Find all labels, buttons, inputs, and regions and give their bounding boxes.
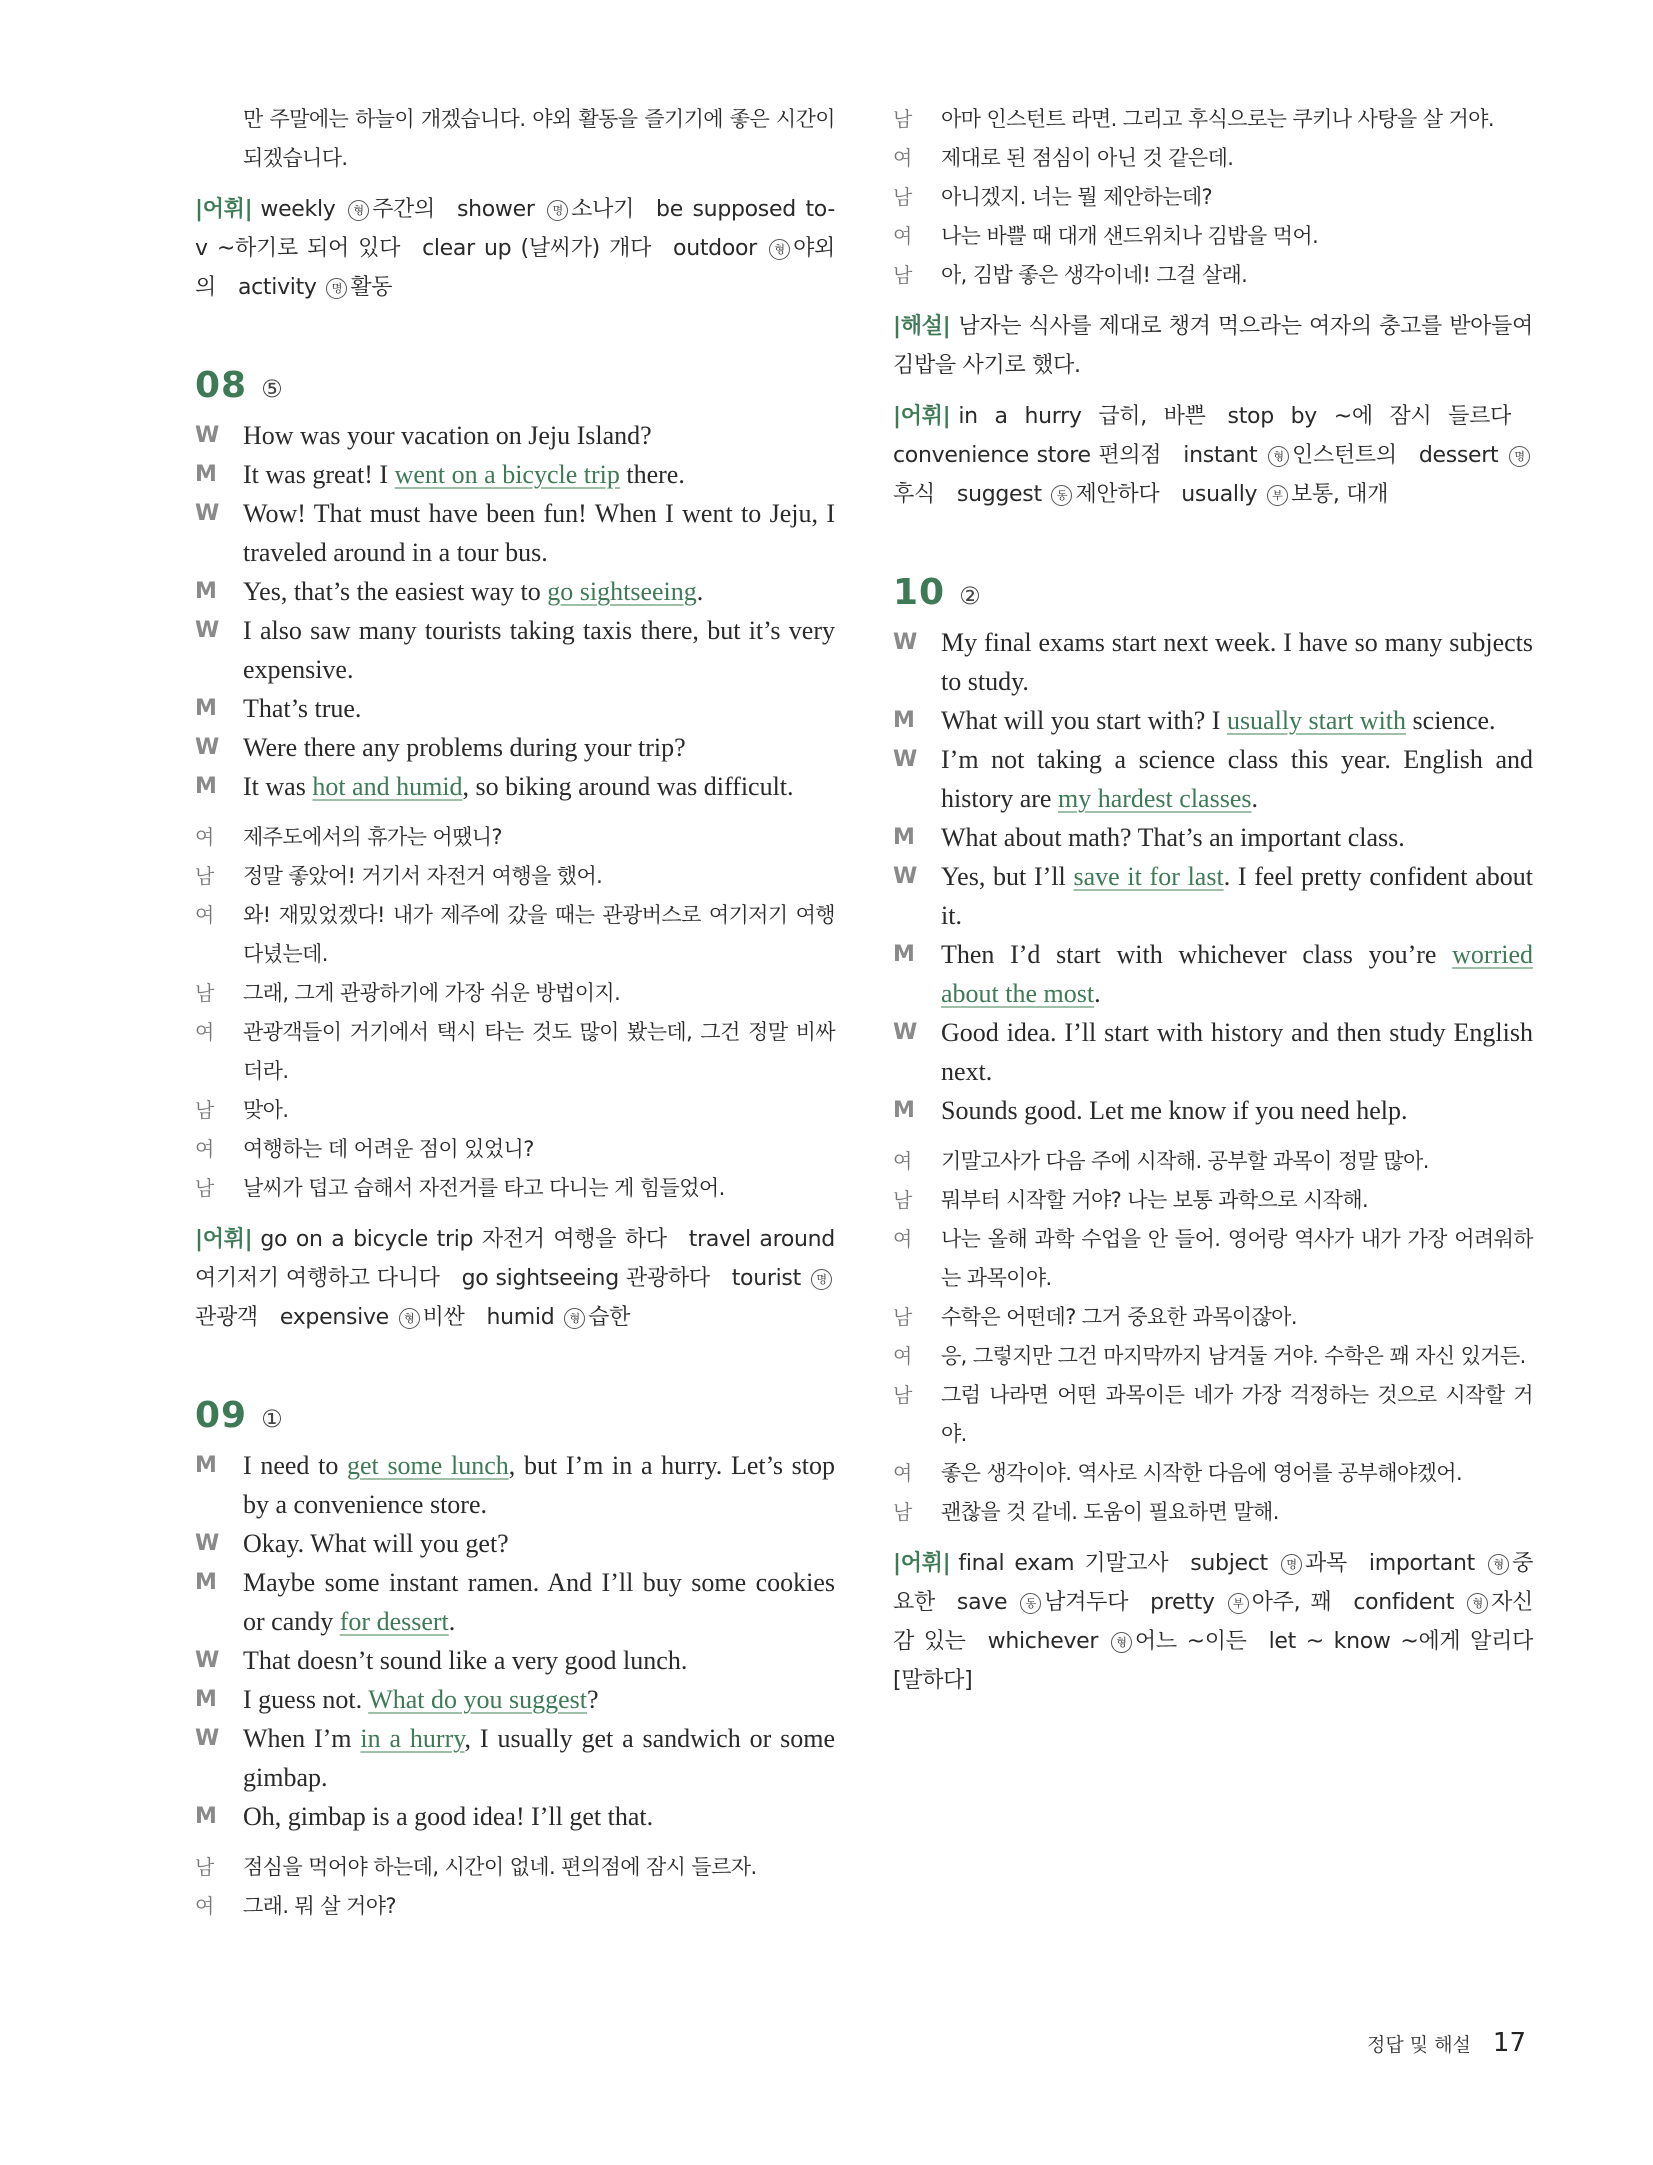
- dialogue-line: [195, 1719, 835, 1797]
- dialogue-line: [195, 1091, 835, 1130]
- speaker-label: M: [195, 774, 217, 799]
- dialogue-line: [195, 689, 835, 728]
- dialogue-line: [893, 935, 1533, 1013]
- text-segment: I guess not.: [243, 1685, 369, 1714]
- dialogue-line: [195, 974, 835, 1013]
- vocab-tag: |어휘|: [893, 1551, 951, 1576]
- part-of-speech-badge: 형: [564, 1308, 585, 1329]
- line-text: 관광객들이 거기에서 택시 타는 것도 많이 봤는데, 그건 정말 비싸더라.: [243, 1020, 835, 1083]
- part-of-speech-badge: 명: [811, 1269, 832, 1290]
- line-text: 그래. 뭐 살 거야?: [243, 1894, 396, 1918]
- dialogue-line: [195, 1013, 835, 1091]
- dialogue-09-korean-part1: [195, 1848, 835, 1926]
- line-text: [243, 728, 835, 767]
- explanation-09: [893, 307, 1533, 385]
- speaker-label: 남: [893, 263, 912, 287]
- dialogue-line: [893, 1181, 1533, 1220]
- speaker-label: 남: [893, 1188, 912, 1212]
- vocab-meaning: (날씨가) 개다: [520, 236, 652, 261]
- page-number: 17: [1492, 2028, 1526, 2058]
- dialogue-line: [195, 572, 835, 611]
- vocab-meaning: 습한: [588, 1305, 631, 1330]
- vocab-word: pretty: [1150, 1590, 1215, 1615]
- line-text: 수학은 어떤데? 그거 중요한 과목이잖아.: [941, 1305, 1297, 1329]
- dialogue-line: [195, 1887, 835, 1926]
- speaker-label: M: [893, 708, 915, 733]
- speaker-label: M: [893, 1098, 915, 1123]
- carry-over-korean: [195, 100, 835, 178]
- text-segment: , but I’m in a hurry. Let’s stop by a convenience store.: [243, 1451, 835, 1519]
- vocab-tag: |어휘|: [195, 1227, 253, 1252]
- speaker-label: M: [893, 942, 915, 967]
- line-text: 그럼 나라면 어떤 과목이든 네가 가장 걱정하는 것으로 시작할 거야.: [941, 1383, 1533, 1446]
- text-segment: Maybe some instant ramen. And I’ll buy some cookies or candy: [243, 1568, 835, 1636]
- key-phrase: in a hurry: [360, 1724, 465, 1753]
- vocab-meaning: ~에게 알리다[말하다]: [893, 1629, 1533, 1693]
- vocab-meaning: 어느 ~이든: [1134, 1629, 1247, 1654]
- dialogue-line: [893, 178, 1533, 217]
- vocab-tag: |어휘|: [195, 197, 253, 222]
- line-text: [243, 1524, 835, 1563]
- dialogue-09-korean-part2: [893, 100, 1533, 295]
- dialogue-08-korean: [195, 818, 835, 1208]
- vocab-meaning: 보통, 대개: [1290, 482, 1389, 507]
- line-text: 아, 김밥 좋은 생각이네! 그걸 살래.: [941, 263, 1248, 287]
- text-segment: , I usually get a sandwich or some gimbap.: [243, 1724, 835, 1792]
- speaker-label: W: [893, 630, 918, 655]
- dialogue-line: [195, 728, 835, 767]
- vocab-meaning: 여기저기 여행하고 다니다: [195, 1266, 440, 1291]
- vocab-meaning: 편의점: [1098, 443, 1162, 468]
- line-text: 아마 인스턴트 라면. 그리고 후식으로는 쿠키나 사탕을 살 거야.: [941, 107, 1494, 131]
- line-text: [243, 1680, 835, 1719]
- line-text: [243, 1446, 835, 1524]
- vocab-word: stop by: [1227, 404, 1317, 429]
- speaker-label: M: [195, 1453, 217, 1478]
- vocab-word: confident: [1353, 1590, 1455, 1615]
- speaker-label: 여: [893, 1149, 912, 1173]
- line-text: 나는 바쁠 때 대개 샌드위치나 김밥을 먹어.: [941, 224, 1319, 248]
- text-segment: Wow! That must have been fun! When I went to Jeju, I traveled around in a tour bus.: [243, 499, 835, 567]
- vocab-word: important: [1368, 1551, 1475, 1576]
- vocab-meaning: 관광하다: [625, 1266, 710, 1291]
- part-of-speech-badge: 명: [1281, 1554, 1302, 1575]
- question-number: 08: [195, 365, 248, 406]
- line-text: [941, 740, 1533, 818]
- dialogue-line: [893, 1454, 1533, 1493]
- part-of-speech-badge: 형: [1488, 1554, 1509, 1575]
- vocab-meaning: 야외의: [195, 236, 835, 300]
- dialogue-line: [893, 701, 1533, 740]
- line-text: 응, 그렇지만 그건 마지막까지 남겨둘 거야. 수학은 꽤 자신 있거든.: [941, 1344, 1526, 1368]
- line-text: [243, 455, 835, 494]
- vocab-word: be supposed to-v: [195, 197, 835, 261]
- speaker-label: 남: [893, 1305, 912, 1329]
- part-of-speech-badge: 형: [1467, 1593, 1488, 1614]
- key-phrase: worried about the most: [941, 940, 1533, 1008]
- speaker-label: W: [195, 1726, 220, 1751]
- dialogue-line: [893, 100, 1533, 139]
- vocab-word: instant: [1183, 443, 1258, 468]
- text-segment: That doesn’t sound like a very good lunch.: [243, 1646, 688, 1675]
- vocab-meaning: 아주, 꽤: [1251, 1590, 1332, 1615]
- part-of-speech-badge: 형: [769, 239, 790, 260]
- line-text: [243, 494, 835, 572]
- vocab-word: in a hurry: [958, 404, 1082, 429]
- question-number: 10: [893, 572, 946, 613]
- question-09-header: [195, 1395, 835, 1436]
- dialogue-10-english: [893, 623, 1533, 1130]
- dialogue-line: [195, 416, 835, 455]
- vocab-meaning: 자신감 있는: [893, 1590, 1534, 1654]
- text-segment: .: [696, 577, 704, 606]
- text-segment: It was great! I: [243, 460, 395, 489]
- part-of-speech-badge: 동: [1051, 485, 1072, 506]
- speaker-label: M: [195, 579, 217, 604]
- dialogue-line: [195, 818, 835, 857]
- page-footer: [1367, 2028, 1526, 2058]
- dialogue-line: [893, 139, 1533, 178]
- text-segment: That’s true.: [243, 694, 362, 723]
- speaker-label: 여: [195, 1894, 214, 1918]
- vocab-word: go on a bicycle trip: [260, 1227, 474, 1252]
- text-segment: Then I’d start with whichever class you’re: [941, 940, 1453, 969]
- speaker-label: 여: [893, 1344, 912, 1368]
- question-number: 09: [195, 1395, 248, 1436]
- dialogue-line: [893, 1013, 1533, 1091]
- text-segment: ?: [587, 1685, 599, 1714]
- dialogue-line: [195, 611, 835, 689]
- vocab-word: activity: [237, 275, 317, 300]
- dialogue-line: [893, 818, 1533, 857]
- text-segment: I need to: [243, 1451, 347, 1480]
- vocab-word: final exam: [958, 1551, 1075, 1576]
- speaker-label: W: [195, 735, 220, 760]
- speaker-label: M: [195, 462, 217, 487]
- dialogue-09-english: [195, 1446, 835, 1836]
- dialogue-line: [195, 1641, 835, 1680]
- text-segment: .: [1251, 784, 1258, 813]
- dialogue-line: [195, 494, 835, 572]
- speaker-label: W: [893, 1020, 918, 1045]
- dialogue-line: [893, 1091, 1533, 1130]
- part-of-speech-badge: 명: [326, 278, 347, 299]
- line-text: [243, 1797, 835, 1836]
- speaker-label: 여: [195, 1020, 214, 1044]
- vocab-meaning: 관광객: [195, 1305, 258, 1330]
- vocab-meaning: 제안하다: [1075, 482, 1160, 507]
- line-text: 좋은 생각이야. 역사로 시작한 다음에 영어를 공부해야겠어.: [941, 1461, 1463, 1485]
- vocab-word: whichever: [987, 1629, 1099, 1654]
- part-of-speech-badge: 부: [1228, 1593, 1249, 1614]
- vocab-09: [893, 397, 1533, 514]
- line-text: [243, 1719, 835, 1797]
- vocab-meaning: 비싼: [422, 1305, 465, 1330]
- line-text: 여행하는 데 어려운 점이 있었니?: [243, 1137, 534, 1161]
- dialogue-line: [893, 1142, 1533, 1181]
- vocab-word: weekly: [260, 197, 336, 222]
- vocab-meaning: 주간의: [372, 197, 435, 222]
- vocab-word: usually: [1181, 482, 1258, 507]
- line-text: [243, 767, 835, 806]
- text-segment: there.: [619, 460, 685, 489]
- line-text: [243, 689, 835, 728]
- key-phrase: went on a bicycle trip: [394, 460, 620, 489]
- speaker-label: M: [195, 1687, 217, 1712]
- line-text: 와! 재밌었겠다! 내가 제주에 갔을 때는 관광버스로 여기저기 여행 다녔는데.: [243, 903, 835, 966]
- question-10-header: [893, 572, 1533, 613]
- speaker-label: 여: [195, 1137, 214, 1161]
- text-segment: What about math? That’s an important class.: [941, 823, 1405, 852]
- speaker-label: 여: [893, 1461, 912, 1485]
- vocab-word: shower: [456, 197, 535, 222]
- dialogue-line: [195, 1446, 835, 1524]
- vocab-word: go sightseeing: [461, 1266, 619, 1291]
- vocab-word: travel around: [688, 1227, 835, 1252]
- vocab-word: suggest: [956, 482, 1042, 507]
- text-segment: Okay. What will you get?: [243, 1529, 509, 1558]
- vocab-meaning: 급히, 바쁜: [1098, 404, 1206, 429]
- line-text: 정말 좋았어! 거기서 자전거 여행을 했어.: [243, 864, 603, 888]
- key-phrase: hot and humid: [312, 772, 463, 801]
- vocab-meaning: 자전거 여행을 하다: [481, 1227, 667, 1252]
- speaker-label: W: [195, 423, 220, 448]
- right-column: [893, 100, 1533, 1700]
- vocab-word: convenience store: [893, 443, 1091, 468]
- speaker-label: 여: [893, 224, 912, 248]
- line-text: 제대로 된 점심이 아닌 것 같은데.: [941, 146, 1234, 170]
- question-08-header: [195, 365, 835, 406]
- key-phrase: get some lunch: [347, 1451, 509, 1480]
- part-of-speech-badge: 형: [1111, 1632, 1132, 1653]
- speaker-label: 남: [195, 1098, 214, 1122]
- speaker-label: 여: [893, 146, 912, 170]
- vocab-meaning: ~하기로 되어 있다: [216, 236, 401, 261]
- speaker-label: M: [195, 1804, 217, 1829]
- text-segment: Yes, that’s the easiest way to: [243, 577, 548, 606]
- vocab-meaning: 기말고사: [1084, 1551, 1169, 1576]
- text-segment: When I’m: [243, 1724, 361, 1753]
- speaker-label: 여: [195, 825, 214, 849]
- vocab-meaning: 소나기: [571, 197, 635, 222]
- vocab-07: [195, 190, 835, 307]
- key-phrase: usually start with: [1226, 706, 1407, 735]
- key-phrase: for dessert: [339, 1607, 449, 1636]
- speaker-label: 남: [893, 1500, 912, 1524]
- line-text: 나는 올해 과학 수업을 안 들어. 영어랑 역사가 내가 가장 어려워하는 과목이야.: [941, 1227, 1533, 1290]
- speaker-label: W: [195, 1531, 220, 1556]
- vocab-word: tourist: [731, 1266, 801, 1291]
- dialogue-line: [893, 1220, 1533, 1298]
- dialogue-line: [893, 1376, 1533, 1454]
- line-text: [941, 818, 1533, 857]
- text-segment: science.: [1406, 706, 1496, 735]
- line-text: [243, 611, 835, 689]
- carry-over-text: 만 주말에는 하늘이 개겠습니다. 야외 활동을 즐기기에 좋은 시간이 되겠습니다.: [243, 107, 835, 170]
- dialogue-line: [195, 455, 835, 494]
- line-text: 아니겠지. 너는 뭘 제안하는데?: [941, 185, 1213, 209]
- speaker-label: W: [195, 501, 220, 526]
- text-segment: Good idea. I’ll start with history and then study English next.: [941, 1018, 1533, 1086]
- text-segment: , so biking around was difficult.: [462, 772, 794, 801]
- speaker-label: M: [195, 696, 217, 721]
- line-text: [941, 623, 1533, 701]
- dialogue-line: [195, 767, 835, 806]
- line-text: 제주도에서의 휴가는 어땠니?: [243, 825, 502, 849]
- text-segment: Yes, but I’ll: [941, 862, 1074, 891]
- part-of-speech-badge: 명: [1509, 446, 1530, 467]
- part-of-speech-badge: 형: [1268, 446, 1289, 467]
- speaker-label: W: [893, 864, 918, 889]
- dialogue-line: [893, 256, 1533, 295]
- line-text: 점심을 먹어야 하는데, 시간이 없네. 편의점에 잠시 들르자.: [243, 1855, 757, 1879]
- speaker-label: M: [195, 1570, 217, 1595]
- speaker-label: 남: [195, 1176, 214, 1200]
- vocab-word: let ~ know: [1268, 1629, 1391, 1654]
- part-of-speech-badge: 부: [1267, 485, 1288, 506]
- answer-mark: ①: [261, 1405, 283, 1433]
- line-text: [243, 1563, 835, 1641]
- text-segment: It was: [243, 772, 313, 801]
- vocab-meaning: ~에 잠시 들르다: [1333, 404, 1511, 429]
- speaker-label: W: [893, 747, 918, 772]
- part-of-speech-badge: 동: [1020, 1593, 1041, 1614]
- vocab-meaning: 남겨두다: [1044, 1590, 1129, 1615]
- speaker-label: 여: [195, 903, 214, 927]
- dialogue-line: [195, 1130, 835, 1169]
- speaker-label: 여: [893, 1227, 912, 1251]
- text-segment: My final exams start next week. I have so many subjects to study.: [941, 628, 1533, 696]
- dialogue-08-english: [195, 416, 835, 806]
- part-of-speech-badge: 형: [399, 1308, 420, 1329]
- speaker-label: 남: [893, 185, 912, 209]
- vocab-meaning: 후식: [893, 482, 935, 507]
- text-segment: Oh, gimbap is a good idea! I’ll get that.: [243, 1802, 654, 1831]
- speaker-label: 남: [195, 1855, 214, 1879]
- dialogue-line: [893, 217, 1533, 256]
- line-text: [243, 416, 835, 455]
- key-phrase: go sightseeing: [547, 577, 697, 606]
- dialogue-line: [893, 857, 1533, 935]
- dialogue-line: [195, 1524, 835, 1563]
- dialogue-line: [195, 1848, 835, 1887]
- answer-mark: ⑤: [261, 375, 283, 403]
- line-text: 기말고사가 다음 주에 시작해. 공부할 과목이 정말 많아.: [941, 1149, 1429, 1173]
- explanation-tag: |해설|: [893, 314, 951, 339]
- speaker-label: 남: [195, 864, 214, 888]
- footer-label: 정답 및 해설: [1367, 2034, 1471, 2056]
- line-text: 날씨가 덥고 습해서 자전거를 타고 다니는 게 힘들었어.: [243, 1176, 725, 1200]
- vocab-08: [195, 1220, 835, 1337]
- vocab-word: expensive: [279, 1305, 389, 1330]
- dialogue-line: [893, 740, 1533, 818]
- line-text: [941, 935, 1533, 1013]
- part-of-speech-badge: 명: [547, 200, 568, 221]
- dialogue-line: [195, 1797, 835, 1836]
- speaker-label: M: [893, 825, 915, 850]
- dialogue-line: [195, 1680, 835, 1719]
- key-phrase: save it for last: [1073, 862, 1224, 891]
- line-text: [941, 1091, 1533, 1130]
- vocab-word: save: [956, 1590, 1008, 1615]
- speaker-label: W: [195, 618, 220, 643]
- text-segment: I’m not taking a science class this year. English and history are: [941, 745, 1533, 813]
- line-text: 그래, 그게 관광하기에 가장 쉬운 방법이지.: [243, 981, 621, 1005]
- line-text: [941, 857, 1533, 935]
- line-text: 맞아.: [243, 1098, 289, 1122]
- vocab-meaning: 활동: [350, 275, 393, 300]
- dialogue-10-korean: [893, 1142, 1533, 1532]
- vocab-meaning: 과목: [1305, 1551, 1347, 1576]
- speaker-label: 남: [893, 107, 912, 131]
- speaker-label: 남: [195, 981, 214, 1005]
- text-segment: What will you start with? I: [941, 706, 1227, 735]
- line-text: [243, 1641, 835, 1680]
- text-segment: Sounds good. Let me know if you need help.: [941, 1096, 1408, 1125]
- speaker-label: W: [195, 1648, 220, 1673]
- dialogue-line: [893, 623, 1533, 701]
- vocab-word: subject: [1190, 1551, 1268, 1576]
- vocab-word: clear up: [422, 236, 512, 261]
- dialogue-line: [195, 896, 835, 974]
- text-segment: . I feel pretty confident about it.: [941, 862, 1533, 930]
- key-phrase: my hardest classes: [1057, 784, 1252, 813]
- line-text: 뭐부터 시작할 거야? 나는 보통 과학으로 시작해.: [941, 1188, 1369, 1212]
- dialogue-line: [893, 1493, 1533, 1532]
- text-segment: .: [1094, 979, 1101, 1008]
- dialogue-line: [893, 1337, 1533, 1376]
- left-column: [195, 100, 835, 1926]
- dialogue-line: [195, 1563, 835, 1641]
- vocab-10: [893, 1544, 1533, 1700]
- text-segment: How was your vacation on Jeju Island?: [243, 421, 652, 450]
- dialogue-line: [195, 1169, 835, 1208]
- line-text: [941, 701, 1533, 740]
- line-text: [243, 572, 835, 611]
- vocab-tag: |어휘|: [893, 404, 951, 429]
- vocab-word: outdoor: [673, 236, 757, 261]
- explanation-text: 남자는 식사를 제대로 챙겨 먹으라는 여자의 충고를 받아들여 김밥을 사기로 했다.: [893, 314, 1533, 378]
- text-segment: .: [448, 1607, 456, 1636]
- text-segment: Were there any problems during your trip?: [243, 733, 686, 762]
- dialogue-line: [893, 1298, 1533, 1337]
- line-text: [941, 1013, 1533, 1091]
- vocab-word: dessert: [1418, 443, 1499, 468]
- line-text: 괜찮을 것 같네. 도움이 필요하면 말해.: [941, 1500, 1279, 1524]
- vocab-word: humid: [486, 1305, 555, 1330]
- key-phrase: What do you suggest: [368, 1685, 588, 1714]
- speaker-label: 남: [893, 1383, 912, 1407]
- answer-mark: ②: [959, 582, 981, 610]
- part-of-speech-badge: 형: [348, 200, 369, 221]
- vocab-meaning: 인스턴트의: [1292, 443, 1397, 468]
- vocab-meaning: 중요한: [893, 1551, 1534, 1615]
- dialogue-line: [195, 857, 835, 896]
- text-segment: I also saw many tourists taking taxis there, but it’s very expensive.: [243, 616, 835, 684]
